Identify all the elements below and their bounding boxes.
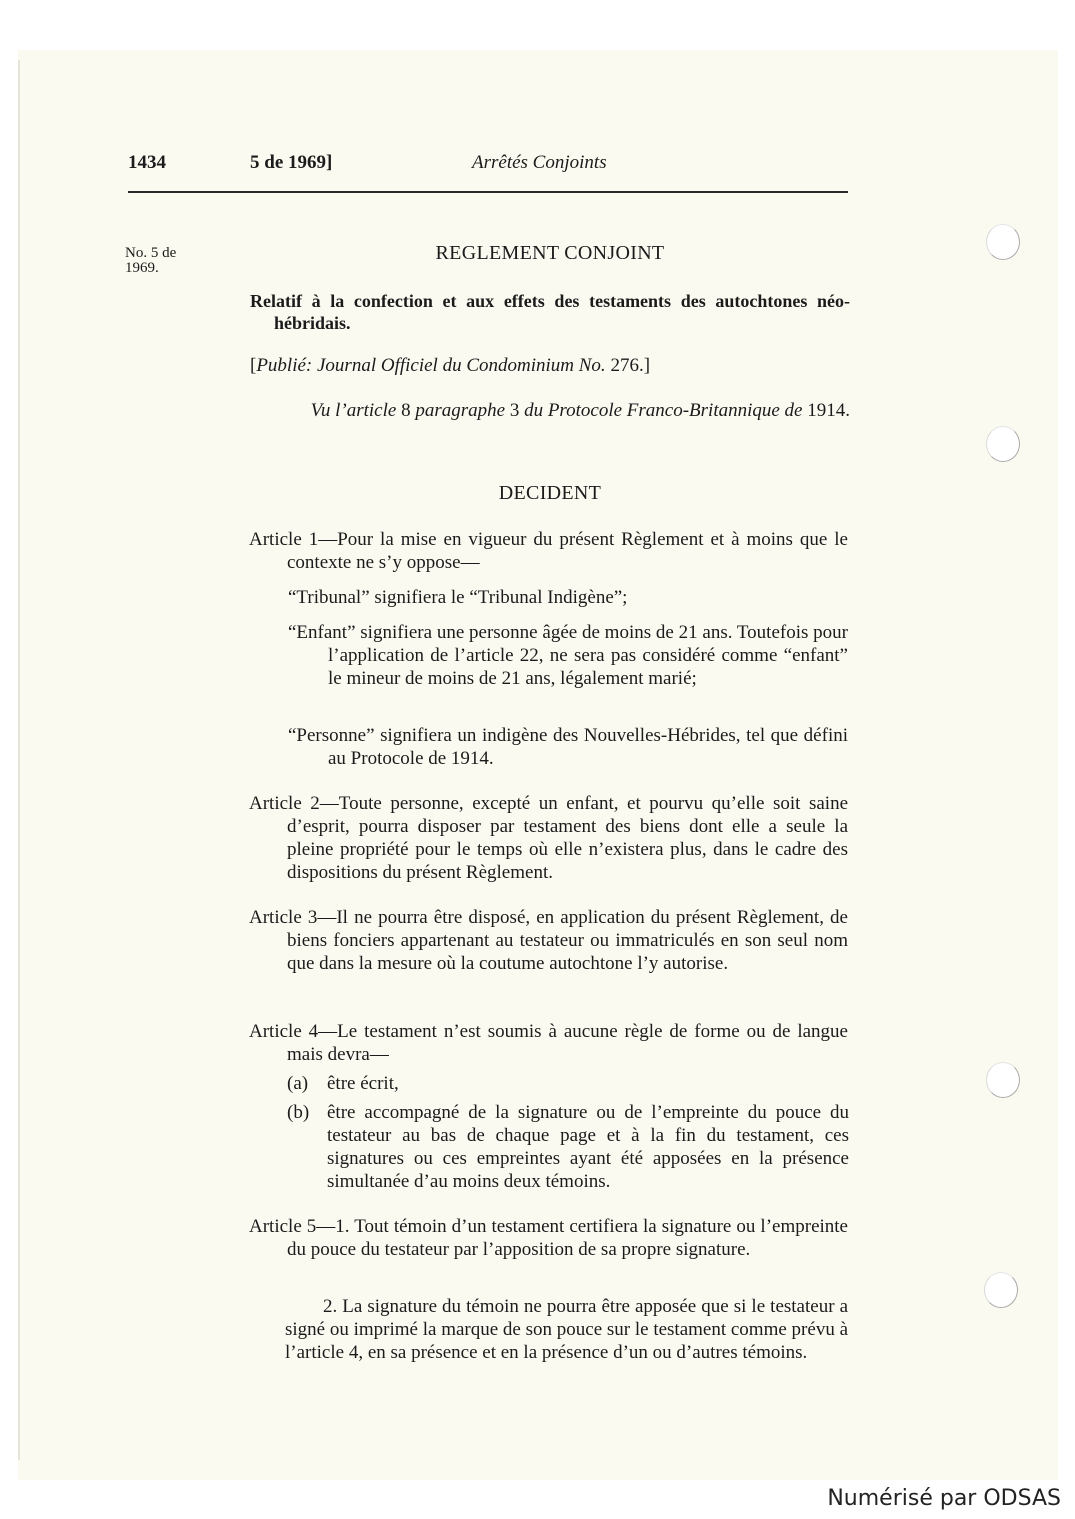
article-2: Article 2—Toute personne, excepté un enfant, et pourvu qu’elle soit saine d’esprit, pourra disposer par testament des biens dont elle a seule la pleine propriété pour le temps où elle n’existera plus, dans le cadre des dispositions du présent Règlement. <box>249 793 848 883</box>
item-text: être écrit, <box>327 1073 399 1094</box>
punch-hole <box>984 1272 1018 1308</box>
punch-hole <box>986 426 1020 462</box>
digitization-credit: Numérisé par ODSAS <box>827 1486 1061 1511</box>
article-5: Article 5—1. Tout témoin d’un testament certifiera la signature ou l’empreinte du pouce du testateur par l’apposition de sa propre signature. <box>249 1216 848 1260</box>
punch-hole <box>986 1062 1020 1098</box>
margin-note <box>125 246 205 276</box>
publication-note <box>250 355 650 377</box>
article-1: Article 1—Pour la mise en vigueur du présent Règlement et à moins que le contexte ne s’y oppose— <box>249 529 848 573</box>
document-title: REGLEMENT CONJOINT <box>435 242 665 264</box>
page-number: 1434 <box>128 152 166 173</box>
preamble <box>250 400 850 422</box>
publication-label: Publié: Journal Officiel du Condominium No. <box>256 355 606 376</box>
document-subtitle: Relatif à la confection et aux effets des testaments des autochtones néo-hébridais. <box>250 291 850 333</box>
header-section: Arrêtés Conjoints <box>472 152 607 173</box>
article-4-item-a <box>287 1072 849 1095</box>
publication-open: [ <box>250 355 257 376</box>
margin-note-line: No. 5 de <box>125 245 177 261</box>
preamble-vu: Vu l’article <box>310 400 397 421</box>
article-4: Article 4—Le testament n’est soumis à aucune règle de forme ou de langue mais devra— <box>249 1021 848 1065</box>
preamble-year: 1914. <box>807 400 850 421</box>
margin-note-line: 1969. <box>125 260 159 276</box>
article-3: Article 3—Il ne pourra être disposé, en application du présent Règlement, de biens fonciers appartenant au testateur ou immatriculés en son seul nom que dans la mesure où la coutume autochtone l’y autorise. <box>249 907 848 974</box>
item-text: être accompagné de la signature ou de l’empreinte du pouce du testateur au bas de chaque page et à la fin du testament, ces signatures ou ces empreintes ayant été apposées en la présence simultanée d’au moins deux témoins. <box>327 1102 849 1192</box>
preamble-article-number: 8 <box>401 400 411 421</box>
header-reference: 5 de 1969] <box>250 152 333 173</box>
article-5-paragraph-2: 2. La signature du témoin ne pourra être apposée que si le testateur a signé ou imprimé la marque de son pouce sur le testament comme prévu à l’article 4, en sa présence et en la présence d’un ou d’autres témoins. <box>285 1296 848 1363</box>
definition-tribunal: “Tribunal” signifiera le “Tribunal Indigène”; <box>288 587 628 608</box>
preamble-paragraph: paragraphe <box>415 400 506 421</box>
definition-personne: “Personne” signifiera un indigène des Nouvelles-Hébrides, tel que défini au Protocole de 1914. <box>288 725 848 769</box>
article-4-item-b <box>287 1101 849 1193</box>
punch-hole <box>986 224 1020 260</box>
decident-heading: DECIDENT <box>498 482 602 504</box>
page-edge <box>18 60 20 1460</box>
preamble-protocol: du Protocole Franco-Britannique de <box>524 400 803 421</box>
item-label: (a) <box>287 1073 309 1094</box>
header-rule <box>128 191 848 193</box>
preamble-paragraph-number: 3 <box>509 400 520 421</box>
item-label: (b) <box>287 1102 310 1123</box>
definition-enfant: “Enfant” signifiera une personne âgée de moins de 21 ans. Toutefois pour l’application de l’article 22, ne sera pas considéré comme “enfant” le mineur de moins de 21 ans, légalement marié; <box>288 622 848 689</box>
publication-number: 276.] <box>610 355 651 376</box>
